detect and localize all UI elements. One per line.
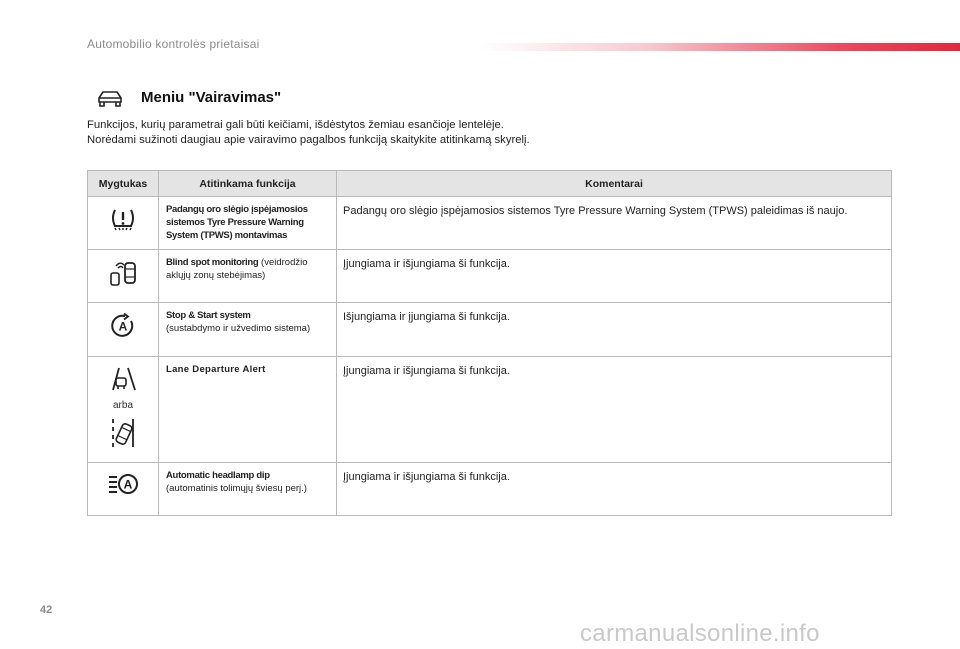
table-header-row (88, 171, 892, 197)
functions-table (87, 170, 892, 516)
comment-cell: Padangų oro slėgio įspėjamosios sistemos Tyre Pressure Warning System (TPWS) paleidimas iš naujo. (337, 197, 892, 250)
comment-cell: Išjungiama ir įjungiama ši funkcija. (337, 303, 892, 357)
table-row (88, 357, 892, 463)
intro-text (87, 118, 530, 148)
button-cell (88, 303, 159, 357)
comment-cell: Įjungiama ir išjungiama ši funkcija. (337, 250, 892, 303)
header-comment: Komentarai (337, 171, 892, 197)
table-row (88, 197, 892, 250)
button-cell (88, 357, 159, 463)
header-accent-bar (480, 43, 960, 51)
function-cell (159, 303, 337, 357)
function-name: Padangų oro slėgio įspėjamosios sistemos Tyre Pressure Warning System (TPWS) montavimas (166, 204, 308, 241)
intro-line-2: Norėdami sužinoti daugiau apie vairavimo pagalbos funkciją skaitykite atitinkamą skyrelį. (87, 134, 530, 146)
section-title: Meniu "Vairavimas" (141, 89, 282, 106)
button-cell (88, 197, 159, 250)
button-cell (88, 463, 159, 516)
button-cell (88, 250, 159, 303)
page-number: 42 (40, 604, 53, 616)
lane-departure-icon[interactable] (110, 365, 136, 396)
svg-text:A: A (123, 477, 133, 492)
function-cell (159, 357, 337, 463)
comment-cell: Įjungiama ir išjungiama ši funkcija. (337, 357, 892, 463)
function-cell (159, 197, 337, 250)
tyre-pressure-warning-icon[interactable] (110, 207, 136, 236)
function-name: Stop & Start system (166, 310, 251, 321)
intro-line-1: Funkcijos, kurių parametrai gali būti keičiami, išdėstytos žemiau esančioje lentelėje. (87, 119, 504, 131)
svg-text:A: A (118, 319, 128, 334)
blind-spot-monitoring-icon[interactable] (108, 260, 138, 293)
page-header-title: Automobilio kontrolės prietaisai (87, 37, 260, 51)
function-name: Blind spot monitoring (166, 257, 259, 268)
function-note: (automatinis tolimųjų šviesų perj.) (166, 483, 307, 494)
function-cell (159, 463, 337, 516)
car-icon (95, 88, 125, 110)
function-note: (veidrodžio aklųjų zonų stebėjimas) (166, 257, 308, 281)
watermark: carmanualsonline.info (580, 620, 820, 647)
alternative-separator: arba (112, 400, 133, 411)
function-name: Automatic headlamp dip (166, 470, 270, 481)
function-cell (159, 250, 337, 303)
table-row (88, 303, 892, 357)
comment-cell: Įjungiama ir išjungiama ši funkcija. (337, 463, 892, 516)
header-function: Atitinkama funkcija (159, 171, 337, 197)
table-row (88, 250, 892, 303)
header-button: Mygtukas (88, 171, 159, 197)
function-name: Lane Departure Alert (166, 364, 266, 375)
automatic-headlamp-icon[interactable] (107, 473, 139, 500)
lane-departure-alt-icon[interactable] (110, 417, 136, 454)
function-note: (sustabdymo ir užvedimo sistema) (166, 323, 311, 334)
table-row (88, 463, 892, 516)
stop-start-icon[interactable] (110, 313, 136, 344)
